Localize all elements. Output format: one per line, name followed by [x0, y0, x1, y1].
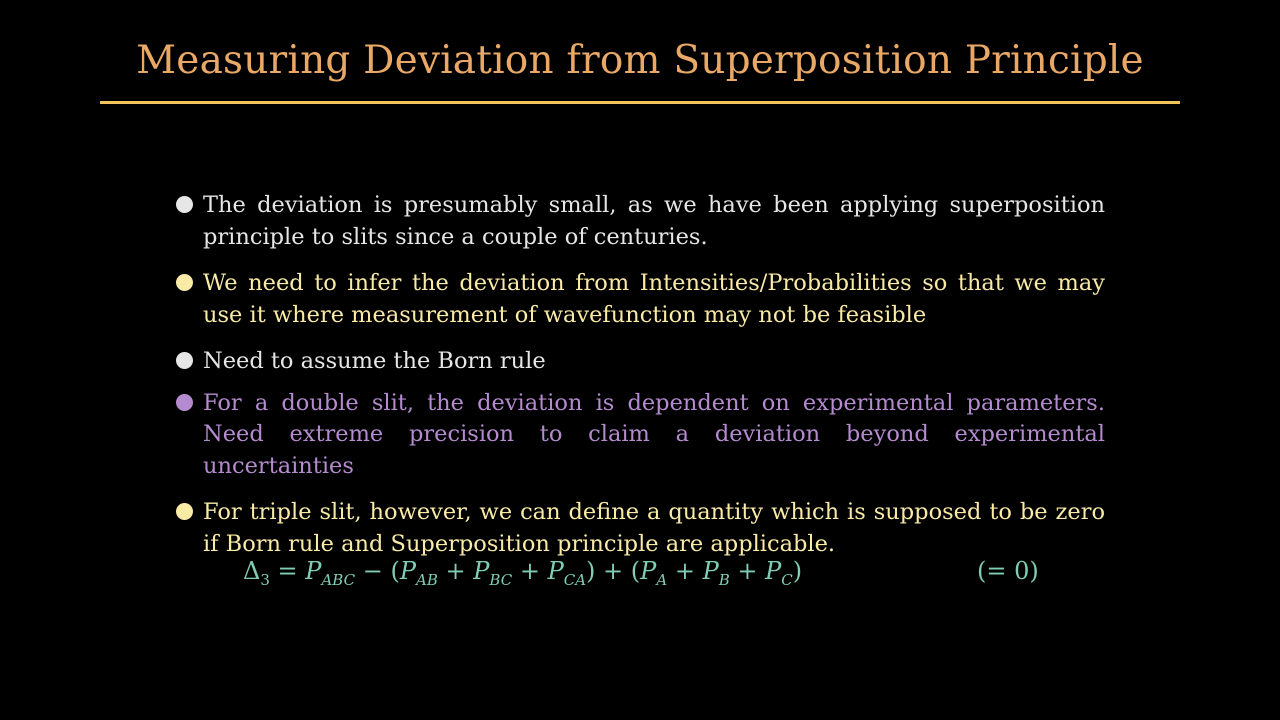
slide-title: Measuring Deviation from Superposition Principle [136, 38, 1144, 83]
bullet-item [174, 268, 1105, 331]
bullet-dot-icon [176, 394, 193, 411]
bullet-text: We need to infer the deviation from Intensities/Probabilities so that we may use it where measurement of wavefunction may not be feasible [203, 270, 1105, 328]
title-underline [100, 101, 1180, 104]
bullet-dot-icon [176, 196, 193, 213]
bullet-dot-icon [176, 352, 193, 369]
bullet-item [174, 388, 1105, 483]
bullet-item [174, 346, 1105, 378]
bullet-item [174, 190, 1105, 253]
bullet-text: Need to assume the Born rule [203, 348, 546, 374]
bullet-text: The deviation is presumably small, as we have been applying superposition principle to slits since a couple of centuries. [203, 192, 1105, 250]
sorkin-parameter-equation: $\Delta_3 = P_{ABC} - (P_{AB} + P_{BC} + P_{CA}) + (P_A + P_B + P_C)$ [243, 557, 803, 589]
equation-tag: (= 0) [977, 557, 1039, 585]
bullet-dot-icon [176, 274, 193, 291]
bullet-text: For a double slit, the deviation is dependent on experimental parameters. Need extreme precision to claim a deviation beyond experimental uncertainties [203, 389, 1105, 479]
bullet-list [174, 190, 1105, 560]
bullet-dot-icon [176, 503, 193, 520]
bullet-text: For triple slit, however, we can define a quantity which is supposed to be zero if Born rule and Superposition principle are applicable. [203, 499, 1105, 557]
bullet-item [174, 497, 1105, 560]
